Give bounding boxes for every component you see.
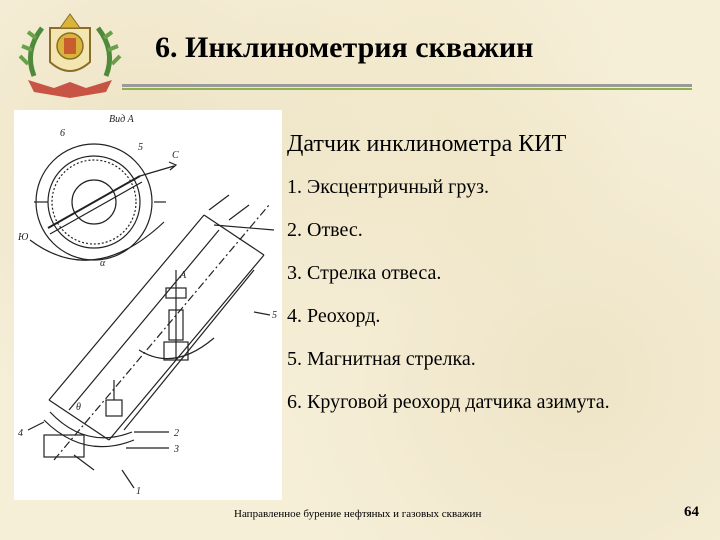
figure-label-2: 2	[174, 428, 179, 439]
slide-title: 6. Инклинометрия скважин	[155, 31, 534, 64]
list-item: 5. Магнитная стрелка.	[287, 348, 476, 370]
figure-label-theta: θ	[76, 402, 81, 413]
list-item: 4. Реохорд.	[287, 305, 381, 327]
content-text-block	[287, 128, 712, 432]
figure-label-5: 5	[272, 310, 277, 321]
figure-label-A: А	[180, 270, 187, 281]
university-emblem-logo	[14, 6, 126, 106]
figure-label-alpha: α	[100, 258, 106, 269]
figure-label-1: 1	[136, 486, 141, 497]
inclinometer-sensor-drawing	[14, 110, 282, 500]
figure-label-3: 3	[174, 444, 179, 455]
list-item: 1. Эксцентричный груз.	[287, 176, 490, 198]
figure-label-south: Ю	[18, 232, 29, 243]
list-item: 6. Круговой реохорд датчика азимута.	[287, 391, 610, 413]
page-number: 64	[684, 504, 699, 520]
list-item: 2. Отвес.	[287, 219, 363, 241]
component-list	[287, 174, 712, 432]
title-divider-green	[122, 88, 692, 90]
figure-label-5-top: 5	[138, 142, 143, 153]
figure-label-4: 4	[18, 428, 23, 439]
sensor-subtitle: Датчик инклинометра КИТ	[287, 131, 567, 157]
figure-view-label: Вид А	[109, 114, 134, 125]
figure-label-6: 6	[60, 128, 65, 139]
title-divider-gray	[122, 84, 692, 87]
footer-course-title: Направленное бурение нефтяных и газовых скважин	[234, 508, 482, 520]
figure-label-north: С	[172, 150, 179, 161]
list-item: 3. Стрелка отвеса.	[287, 262, 442, 284]
